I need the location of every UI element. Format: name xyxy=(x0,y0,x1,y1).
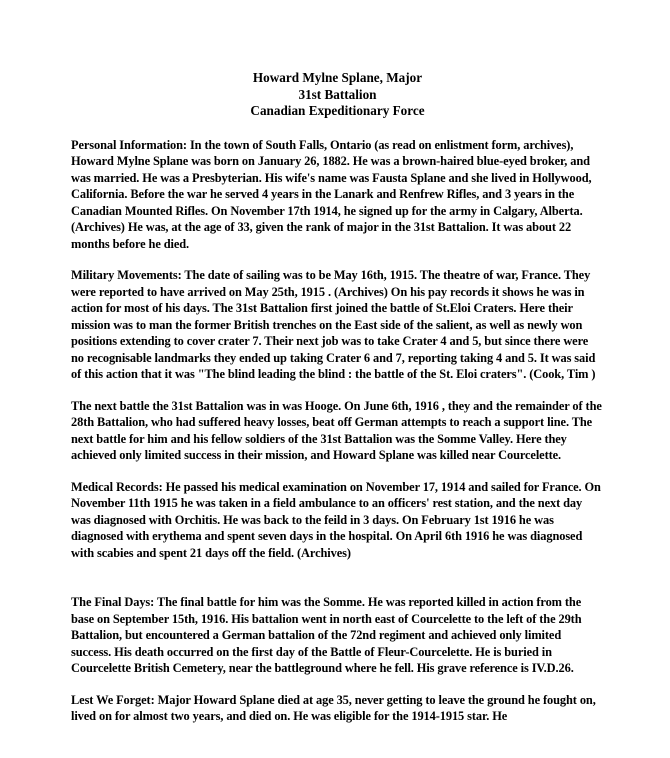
paragraph-next-battle: The next battle the 31st Battalion was in was Hooge. On June 6th, 1916 , they and the remainder of the 28th Battalion, who had suffered heavy losses, beat off German attempts to reach a support line. The next battle for him and his fellow soldiers of the 31st Battalion was the Somme Valley. Here they achieved only limited success in their mission, and Howard Splane was killed near Courcelette. xyxy=(71,398,602,462)
paragraph-lest-we-forget: Lest We Forget: Major Howard Splane died at age 35, never getting to leave the ground he fought on, lived on for almost two years, and died on. He was eligible for the 1914-1915 star. He xyxy=(71,692,596,723)
paragraph-personal-information: Personal Information: In the town of South Falls, Ontario (as read on enlistment form, archives), Howard Mylne Splane was born on January 26, 1882. He was a brown-haired blue-eyed broker, and was married. He was a Presbyterian. His wife's name was Fausta Splane and she lived in Hollywood, California. Before the war he served 4 years in the Lanark and Renfrew Rifles, and 3 years in the Canadian Mounted Rifles. On November 17th 1914, he signed up for the army in Calgary, Alberta. (Archives) He was, at the age of 33, given the rank of major in the 31st Battalion. It was about 22 months before he died. xyxy=(71,137,592,251)
paragraph-military-movements: Military Movements: The date of sailing was to be May 16th, 1915. The theatre of war, France. They were reported to have arrived on May 25th, 1915 . (Archives) On his pay records it shows he was in action for most of his days. The 31st Battalion first joined the battle of St.Eloi Craters. Here their mission was to man the former British trenches on the East side of the salient, as well as newly won positions extending to cover crater 7. Their next job was to take Crater 4 and 5, but since there were no recognisable landmarks they ended up taking Crater 6 and 7, reporting taking 4 and 5. It was said of this action that it was "The blind leading the blind : the battle of the St. Eloi craters". (Cook, Tim ) xyxy=(71,268,596,381)
document-header xyxy=(71,70,604,120)
paragraph-medical-records: Medical Records: He passed his medical examination on November 17, 1914 and sailed for France. On November 11th 1915 he was taken in a field ambulance to an officers' rest station, and the next day was diagnosed with Orchitis. He was back to the feild in 3 days. On February 1st 1916 he was diagnosed with erythema and spent seven days in the hospital. On April 6th 1916 he was diagnosed with scabies and spent 21 days off the field. (Archives) xyxy=(71,479,601,560)
header-force: Canadian Expeditionary Force xyxy=(250,103,425,118)
header-battalion: 31st Battalion xyxy=(298,86,377,102)
paragraph-final-days: The Final Days: The final battle for him was the Somme. He was reported killed in action from the base on September 15th, 1916. His battalion went in north east of Courcelette to the left of the 29th Battalion, but encountered a German battalion of the 72nd regiment and achieved only limited success. His death occurred on the first day of the Battle of Fleur-Courcelette. He is buried in Courcelette British Cemetery, near the battleground where he fell. His grave reference is IV.D.26. xyxy=(71,595,582,675)
header-name: Howard Mylne Splane, Major xyxy=(252,70,423,85)
